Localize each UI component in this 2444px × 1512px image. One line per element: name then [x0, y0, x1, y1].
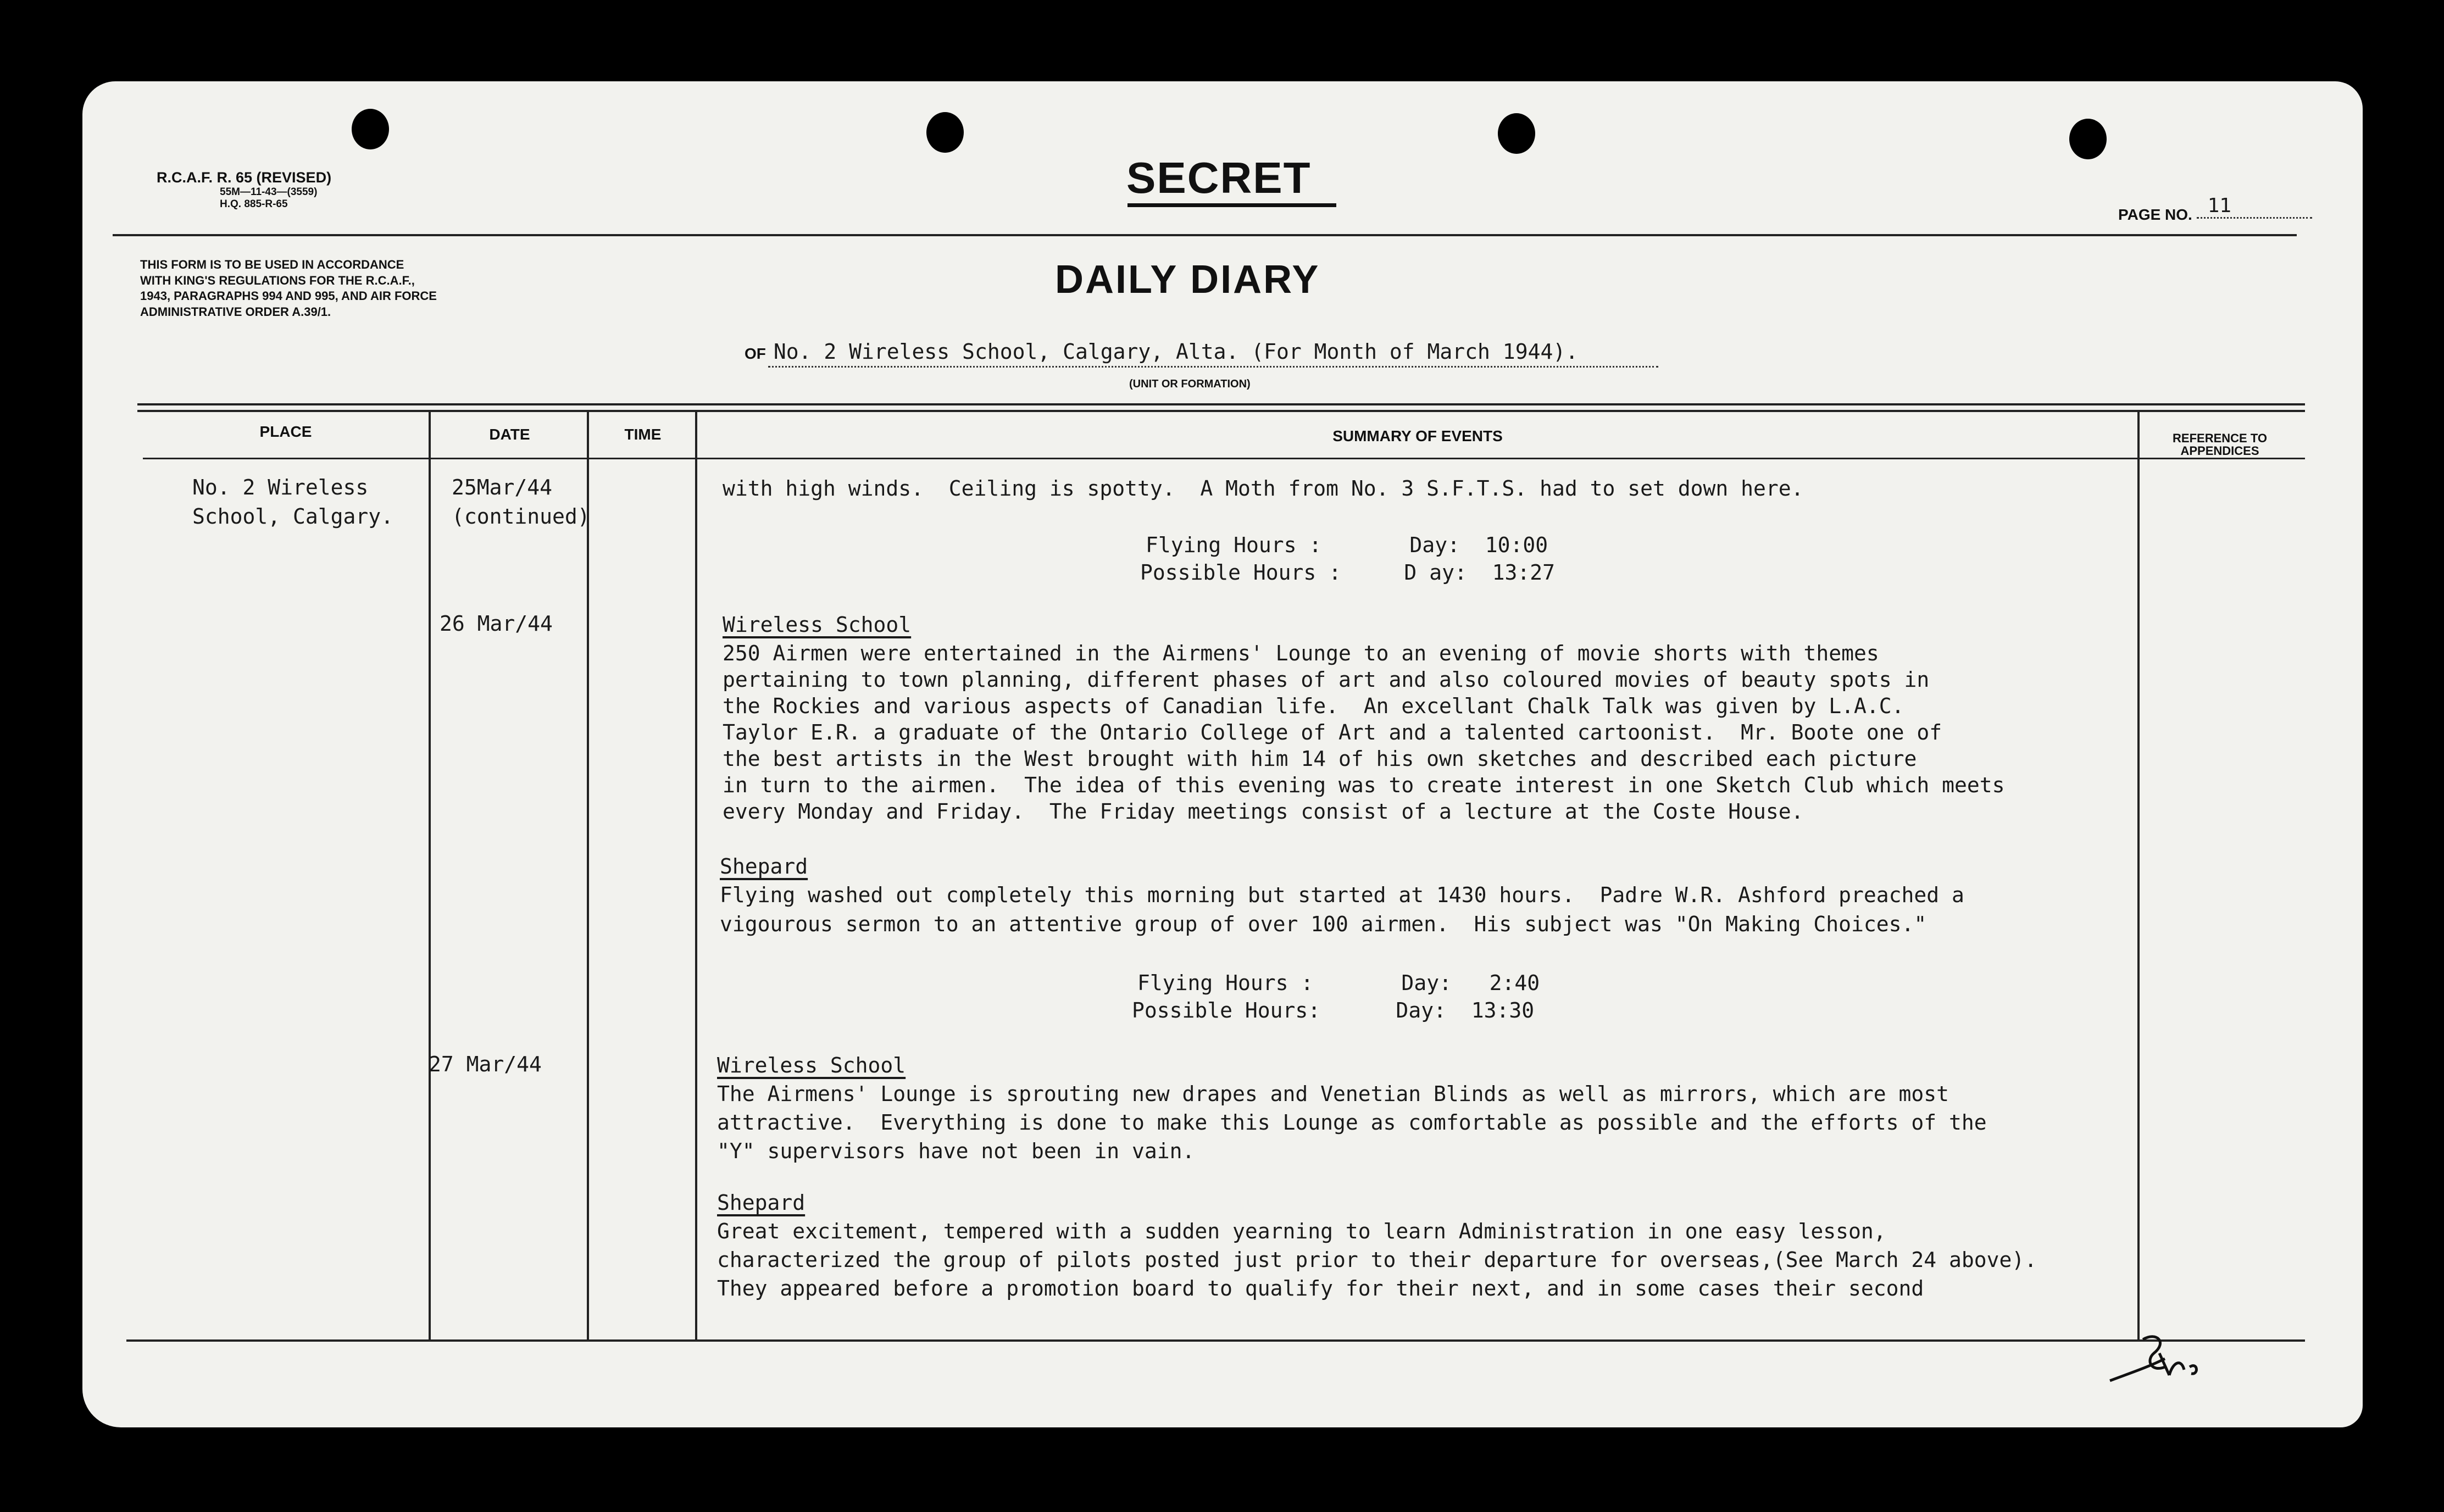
- summary-line: pertaining to town planning, different phases of art and also coloured movies of beauty spots in: [723, 668, 1930, 692]
- summary-line: They appeared before a promotion board to qualify for their next, and in some cases their second: [717, 1276, 1924, 1300]
- date-entry: 26 Mar/44: [440, 612, 553, 636]
- page-no-label: PAGE NO.: [2118, 206, 2192, 223]
- summary-line: every Monday and Friday. The Friday meetings consist of a lecture at the Coste House.: [723, 799, 1804, 824]
- summary-line: with high winds. Ceiling is spotty. A Moth from No. 3 S.F.T.S. had to set down here.: [723, 476, 1804, 501]
- punch-hole: [1498, 113, 1535, 154]
- summary-line: the best artists in the West brought with him 14 of his own sketches and described each picture: [723, 747, 1917, 771]
- column-divider: [587, 411, 589, 1339]
- notice-line: ADMINISTRATIVE ORDER A.39/1.: [140, 304, 331, 319]
- flying-hours-line: Flying Hours : Day: 2:40: [1137, 971, 1540, 995]
- unit-caption: (UNIT OR FORMATION): [1129, 378, 1251, 390]
- diary-page: [82, 81, 2363, 1427]
- summary-line: attractive. Everything is done to make this Lounge as comfortable as possible and the efforts of the: [717, 1110, 1987, 1135]
- place-entry: School, Calgary.: [192, 504, 394, 529]
- summary-line: Taylor E.R. a graduate of the Ontario College of Art and a talented cartoonist. Mr. Boote one of: [723, 720, 1942, 744]
- page-no-value: 11: [2197, 194, 2312, 219]
- summary-line: Flying washed out completely this morning but started at 1430 hours. Padre W.R. Ashford preached a: [720, 883, 1964, 907]
- summary-line: Great excitement, tempered with a sudden yearning to learn Administration in one easy lesson,: [717, 1219, 1886, 1243]
- punch-hole: [352, 109, 389, 149]
- summary-line: "Y" supervisors have not been in vain.: [717, 1139, 1195, 1163]
- summary-line: in turn to the airmen. The idea of this evening was to create interest in one Sketch Club which meets: [723, 773, 2005, 797]
- page-number-label: [2118, 194, 2312, 226]
- classification-underline: [1127, 203, 1336, 207]
- column-header-time: TIME: [624, 426, 662, 443]
- notice-line: THIS FORM IS TO BE USED IN ACCORDANCE: [140, 258, 404, 271]
- section-heading: Wireless School: [723, 613, 912, 637]
- punch-hole: [2069, 119, 2107, 159]
- section-heading: Shepard: [720, 854, 808, 879]
- place-entry: No. 2 Wireless: [192, 475, 369, 499]
- summary-line: characterized the group of pilots posted just prior to their departure for overseas,(See March 24 above).: [717, 1248, 2037, 1272]
- column-header-place: PLACE: [259, 423, 312, 440]
- notice-line: WITH KING'S REGULATIONS FOR THE R.C.A.F.,: [140, 273, 415, 287]
- flying-hours-line: Flying Hours : Day: 10:00: [1146, 533, 1548, 557]
- form-code: [157, 169, 331, 210]
- punch-hole: [926, 112, 964, 153]
- of-label: OF: [745, 345, 766, 362]
- date-entry: 25Mar/44: [452, 475, 553, 499]
- section-heading: Wireless School: [717, 1053, 906, 1077]
- possible-hours-line: Possible Hours : D ay: 13:27: [1140, 560, 1555, 585]
- column-divider: [2137, 411, 2140, 1339]
- handwritten-initials: [2104, 1328, 2203, 1389]
- header-rule: [113, 234, 2297, 236]
- table-top-rule: [137, 410, 2305, 412]
- form-code-line: R.C.A.F. R. 65 (REVISED): [157, 169, 332, 186]
- summary-line: the Rockies and various aspects of Canadian life. An excellant Chalk Talk was given by L.A.C.: [723, 694, 1904, 718]
- date-entry: (continued): [452, 504, 590, 529]
- summary-line: The Airmens' Lounge is sprouting new drapes and Venetian Blinds as well as mirrors, which are most: [717, 1082, 1949, 1106]
- unit-name: No. 2 Wireless School, Calgary, Alta. (For Month of March 1944).: [768, 340, 1658, 368]
- form-code-line: H.Q. 885-R-65: [220, 198, 288, 210]
- summary-line: 250 Airmen were entertained in the Airmens' Lounge to an evening of movie shorts with themes: [723, 641, 1879, 665]
- column-divider: [695, 411, 697, 1339]
- column-header-date: DATE: [489, 426, 530, 443]
- column-divider: [429, 411, 431, 1339]
- form-title: DAILY DIARY: [1055, 258, 1320, 302]
- date-entry: 27 Mar/44: [429, 1052, 542, 1076]
- notice-line: 1943, PARAGRAPHS 994 AND 995, AND AIR FORCE: [140, 289, 437, 303]
- column-header-summary: SUMMARY OF EVENTS: [1332, 427, 1503, 444]
- table-bottom-rule: [126, 1339, 2305, 1342]
- reference-header-line: REFERENCE TO: [2173, 431, 2267, 445]
- reference-header-line: APPENDICES: [2180, 444, 2259, 458]
- table-header-rule: [143, 458, 2305, 459]
- summary-line: vigourous sermon to an attentive group of over 100 airmen. His subject was "On Making Choices.": [720, 912, 1927, 936]
- column-header-reference: [2140, 432, 2299, 457]
- table-top-rule: [137, 403, 2305, 405]
- section-heading: Shepard: [717, 1191, 806, 1215]
- possible-hours-line: Possible Hours: Day: 13:30: [1132, 998, 1535, 1022]
- form-code-line: 55M—11-43—(3559): [220, 186, 318, 198]
- unit-line: [745, 340, 1658, 368]
- classification-heading: SECRET: [1126, 153, 1312, 202]
- regulations-notice: [140, 257, 437, 320]
